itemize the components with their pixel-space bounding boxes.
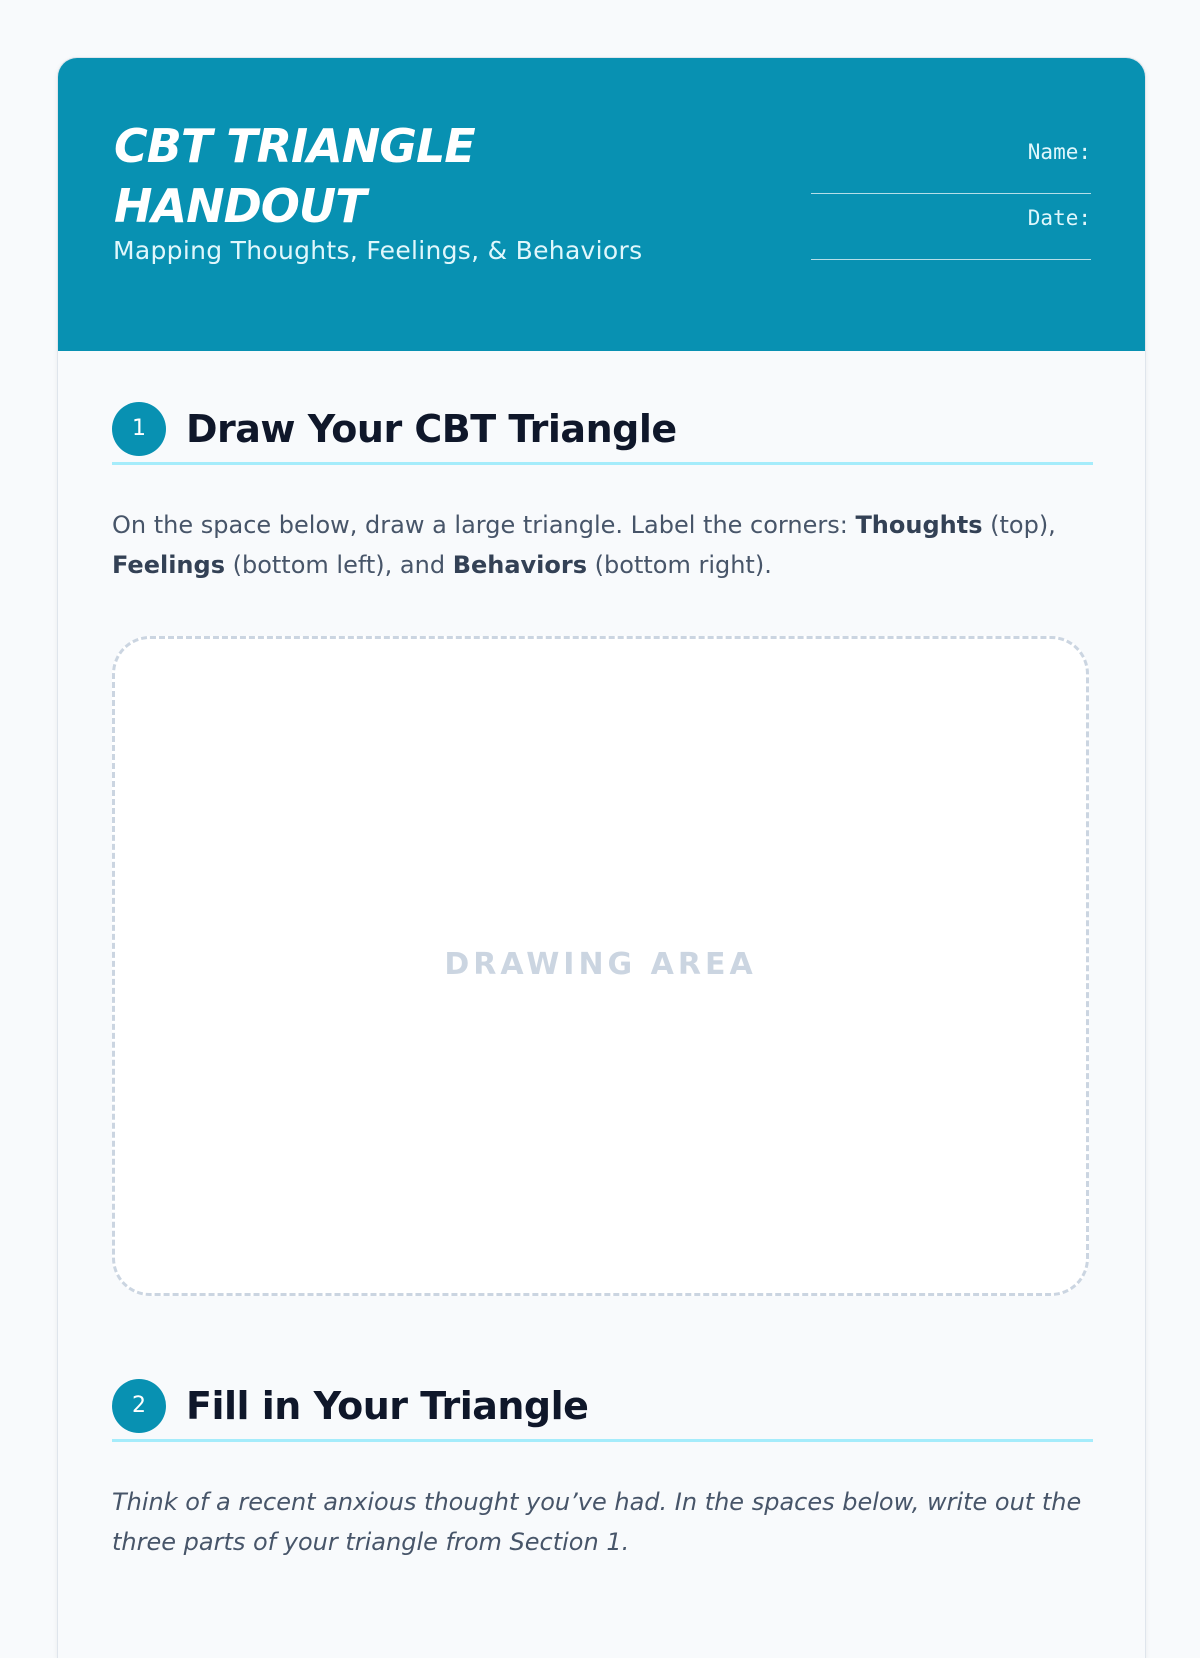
drawing-area-label: DRAWING AREA <box>444 947 757 982</box>
instructions-feelings: Feelings <box>112 551 225 579</box>
section-title: Fill in Your Triangle <box>186 1384 589 1428</box>
section-header <box>112 1373 1093 1442</box>
handout-header <box>58 58 1145 351</box>
meta-fields <box>811 138 1091 270</box>
handout-subtitle: Mapping Thoughts, Feelings, & Behaviors <box>113 236 643 265</box>
section-number-badge: 1 <box>112 402 166 456</box>
name-field[interactable] <box>811 138 1091 204</box>
instructions-text: (bottom right). <box>587 551 772 579</box>
date-label: Date: <box>1027 206 1091 230</box>
date-field[interactable] <box>811 204 1091 270</box>
name-line <box>811 193 1091 194</box>
name-label: Name: <box>1027 140 1091 164</box>
instructions-text: (bottom left), and <box>224 551 453 579</box>
instructions-thoughts: Thoughts <box>855 511 983 539</box>
handout-card <box>57 57 1146 1658</box>
section-title: Draw Your CBT Triangle <box>186 407 677 451</box>
section-number-badge: 2 <box>112 1379 166 1433</box>
drawing-area[interactable] <box>112 636 1089 1296</box>
section-instructions: Think of a recent anxious thought you’ve had. In the spaces below, write out the three parts of your triangle from Section 1. <box>112 1488 1082 1556</box>
instructions-text: On the space below, draw a large triangle. Label the corners: <box>112 511 856 539</box>
section-header <box>112 396 1093 465</box>
instructions-text: (top), <box>982 511 1056 539</box>
section-fill-triangle <box>112 1373 1093 1562</box>
date-line <box>811 259 1091 260</box>
handout-title: CBT TRIANGLE HANDOUT <box>114 119 475 233</box>
instructions-behaviors: Behaviors <box>452 551 588 579</box>
section-draw-triangle <box>112 396 1093 585</box>
section-instructions <box>112 505 1093 585</box>
